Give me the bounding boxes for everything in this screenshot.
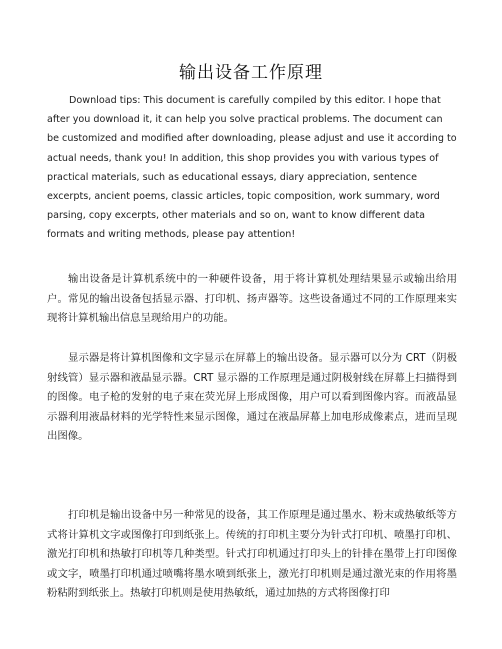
document-title: 输出设备工作原理	[179, 63, 323, 83]
paragraph-output-devices-intro: 输出设备是计算机系统中的一种硬件设备，用于将计算机处理结果显示或输出给用户。常见的输出设备包括显示器、打印机、扬声器等。这些设备通过不同的工作原理来实现将计算机输出信息呈现给用户的功能。	[47, 273, 457, 325]
paragraph-printer-principle: 打印机是输出设备中另一种常见的设备，其工作原理是通过墨水、粉末或热敏纸等方式将计算机文字或图像打印到纸张上。传统的打印机主要分为针式打印机、喷墨打印机、激光打印机和热敏打印机等几种类型。针式打印机通过打印头上的针排在墨带上打印图像或文字，喷墨打印机通过喷嘴将墨水喷到纸张上，激光打印机则是通过激光束的作用将墨粉粘附到纸张上。热敏打印机则是使用热敏纸，通过加热的方式将图像打印	[47, 509, 457, 600]
download-tips-paragraph: Download tips: This document is carefully compiled by this editor. I hope that after you download it, it can help you solve practical problems. The document can be customized and modified after downloading, please adjust and use it according to actual needs, thank you! In addition, this shop provides you with various types of practical materials, such as educational essays, diary appreciation, sentence excerpts, ancient poems, classic articles, topic composition, work summary, word parsing, copy excerpts, other materials and so on, want to know different data formats and writing methods, please pay attention!	[47, 95, 457, 241]
paragraph-display-principle: 显示器是将计算机图像和文字显示在屏幕上的输出设备。显示器可以分为 CRT（阴极射线管）显示器和液晶显示器。CRT 显示器的工作原理是通过阴极射线在屏幕上扫描得到的图像。电子枪的发射的电子束在荧光屏上形成图像，用户可以看到图像内容。而液晶显示器利用液晶材料的光学特性来显示图像，通过在液晶屏幕上加电形成像素点，进而呈现出图像。	[47, 352, 457, 443]
